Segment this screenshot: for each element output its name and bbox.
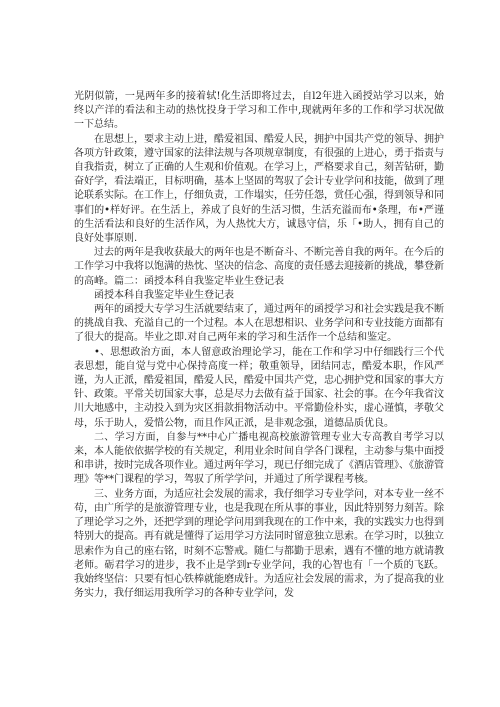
body-paragraph: 两年的函授大专学习生活就要结束了，通过两年的函授学习和社会实践是我不断的挑战自我、充溢自己的一个过程。本人在思想相识、业务学问和专业技能方面都有了很大的提高。毕业之即.对自己两年来的学习和生活作一个总结和鉴定。 — [74, 304, 444, 344]
section-title: 函授本科自我鉴定毕业生登记表 — [94, 289, 234, 301]
body-paragraph: 过去的两年是我收获最大的两年也是不断奋斗、不断完善自我的两年。在今后的工作学习中我将以饱满的热忱、坚决的信念、高度的责任感去迎接新的挑战，攀登新的高峰。篇二：函授本科自我鉴定毕业生登记表 — [74, 247, 444, 287]
body-paragraph: 二、学习方面，自参与**中心广播电视高校旅游管理专业大专高教自考学习以来，本人能依依据学校的有关规定，利用业余时间自学各门课程，主动参与集中面授和串讲，按时完成各项作业。通过两年学习，现已仔细完成了《酒店管理》、《旅游管理》等**门课程的学习，驾驭了所学学问，并通过了所学课程考核。 — [74, 431, 444, 486]
intro-paragraph: 光阴似箭，一晃两年多的接着轼!化生活即将过去，自l2年进入函授站学习以来，始终以产洋的看法和主动的热忱投身于学习和工作中,现就两年多的工作和学习状况做一下总结。 — [74, 91, 444, 131]
body-paragraph: 三、业务方面，为适应社会发展的需求，我仔细学习专业学问，对本专业一丝不苟，由广所学的是旅游管理专业，也是我现在所从事的事业，因此特别努力刻苦。除了理论学习之外，还把学到的理论学问用到我现在的工作中来，我的实践实力也得到特别大的提高。再有就是懂得了运用学习方法同时留意独立思索。在学习时，以独立思索作为自己的座右铭，时刻不忘警戒。随仁与都勤于思索，遇有不懂的地方就请教老师。砺君学习的进步，我不止是学到r专业学问，我的心智也有「一个质的飞跃。我始终坚信：只要有恒心铁棒就能磨成针。为适应社会发展的需求，为了提高我的业务实力，我仔细运用我所学习的各种专业学问，发 — [74, 488, 444, 600]
body-paragraph: •、思想政治方面，本人留意政治理论学习，能在工作和学习中仔细践行三个代表思想，能自觉与党中心保持高度一样；敬重领导，团结同志，酷爱本职，作风严谨，为人正派，酷爱祖国，酷爱人民，酷爱中国共产党，忠心拥护党和国家的事大方针、政策。平常关切国家大事，总是尽力去做有益于国家、社会的事。在今年我省汶川大地感中，主动投入到为灾区捐款捐物活动中。平常勤俭朴实，虚心谨慎，孝敬父母，乐于助人，爱惜公物，而且作风正派，是非观念强，道德品质优良。 — [74, 346, 444, 429]
body-paragraph: 在思想上，要求主动上进，酷爱祖国、酷爱人民，拥护中国共产党的领导、拥护各项方针政策，遵守国家的法律法规与各项规章制度，有很强的上进心，勇于指责与自我指责，树立了正确的人生观和价值观。在学习上，严格要求自己，刻苦钻研，勤奋好学，看法端正，目标明确，基本上坚固的驾驭了会计专业学问和技能，做到了理论联系实际。在工作上，仔细负责，工作塌实，任劳任怨，赏任心强，得到领导和同事们的•样好评。在生活上，养成了良好的生活习惯，生活充溢而布•条理，布•严谨的生活看法和良好的生活作风，为人热忱大方，诚恳守信，乐「•助人，拥有自己的良好处事原则. — [74, 133, 444, 245]
